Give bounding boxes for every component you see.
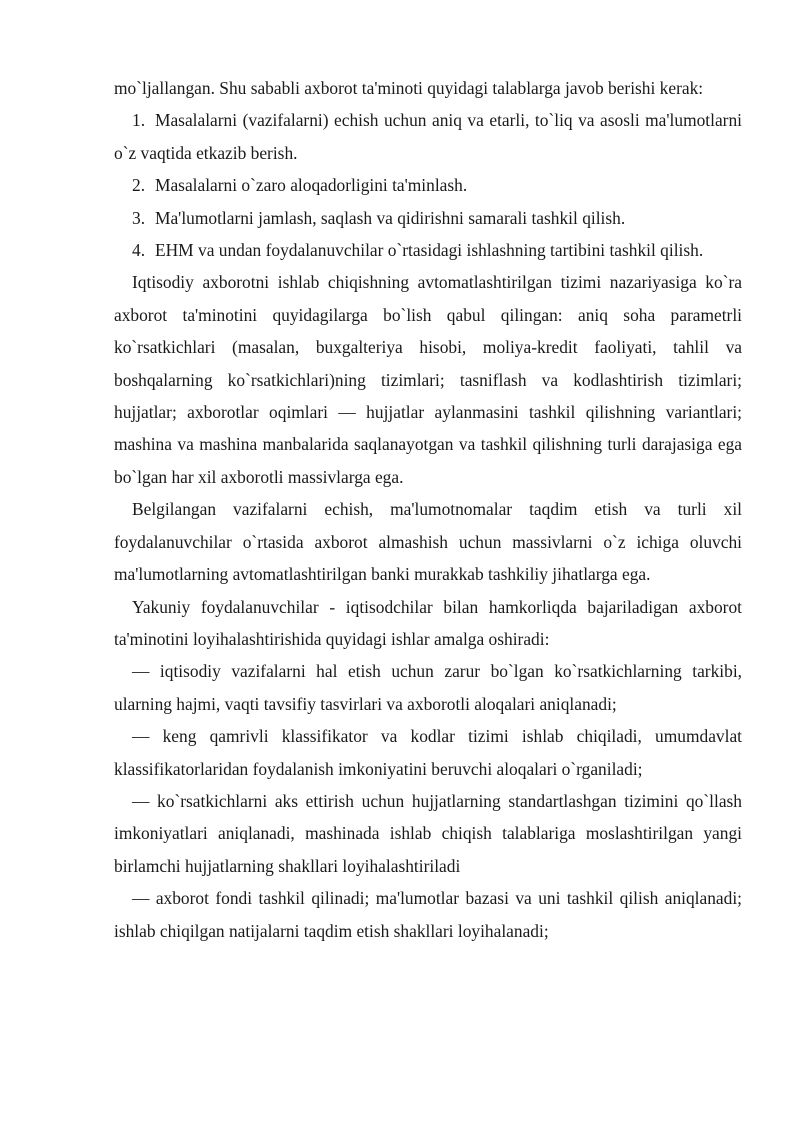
dash-item-1: — iqtisodiy vazifalarni hal etish uchun zarur bo`lgan ko`rsatkichlarning tarkibi, ularning hajmi, vaqti tavsifiy tasvirlari va axborotli aloqalari aniqlanadi; (114, 661, 742, 714)
list-item-text: Masalalarni o`zaro aloqadorligini ta'minlash. (155, 175, 468, 196)
list-item-text: EHM va undan foydalanuvchilar o`rtasidagi ishlashning tartibini tashkil qilish. (155, 240, 704, 261)
list-item-4 (114, 234, 742, 266)
list-number: 1. (132, 110, 146, 131)
list-item-text: Ma'lumotlarni jamlash, saqlash va qidirishni samarali tashkil qilish. (155, 207, 626, 228)
list-item-3 (114, 202, 742, 234)
paragraph-databank: Belgilangan vazifalarni echish, ma'lumotnomalar taqdim etish va turli xil foydalanuvchilar o`rtasida axborot almashish uchun massivlarni o`z ichiga oluvchi ma'lumotlarning avtomatlashtirilgan banki murakkab tashkiliy jihatlarga ega. (114, 499, 742, 585)
list-number: 4. (132, 240, 146, 261)
document-page (114, 72, 742, 947)
list-item-text: Masalalarni (vazifalarni) echish uchun aniq va etarli, to`liq va asosli ma'lumotlarni o`z vaqtida etkazib berish. (114, 110, 742, 163)
list-item-1 (114, 104, 742, 169)
paragraph-design-works: Yakuniy foydalanuvchilar - iqtisodchilar bilan hamkorliqda bajariladigan axborot ta'minotini loyihalashtirishida quyidagi ishlar amalga oshiradi: (114, 596, 742, 649)
dash-item-2: — keng qamrivli klassifikator va kodlar tizimi ishlab chiqiladi, umumdavlat klassifikatorlaridan foydalanish imkoniyatini beruvchi aloqalari o`rganiladi; (114, 726, 742, 779)
paragraph-theory: Iqtisodiy axborotni ishlab chiqishning avtomatlashtirilgan tizimi nazariyasiga ko`ra axborot ta'minotini quyidagilarga bo`lish qabul qilingan: aniq soha parametrli ko`rsatkichlari (masalan, buxgalteriya hisobi, moliya-kredit faoliyati, tahlil va boshqalarning ko`rsatkichlari)ning tizimlari; tasniflash va kodlashtirish tizimlari; hujjatlar; axborotlar oqimlari — hujjatlar aylanmasini tashkil qilishning variantlari; mashina va mashina manbalarida saqlanayotgan va tashkil qilishning turli darajasiga ega bo`lgan har xil axborotli massivlarga ega. (114, 272, 742, 487)
paragraph-intro: mo`ljallangan. Shu sababli axborot ta'minoti quyidagi talablarga javob berishi kerak: (114, 78, 704, 98)
list-number: 2. (132, 175, 146, 196)
dash-item-3: — ko`rsatkichlarni aks ettirish uchun hujjatlarning standartlashgan tizimini qo`llash imkoniyatlari aniqlanadi, mashinada ishlab chiqish talablariga moslashtirilgan yangi birlamchi hujjatlarning shakllari loyihalashtiriladi (114, 790, 742, 876)
list-number: 3. (132, 207, 146, 228)
dash-item-4: — axborot fondi tashkil qilinadi; ma'lumotlar bazasi va uni tashkil qilish aniqlanadi; ishlab chiqilgan natijalarni taqdim etish shakllari loyihalanadi; (114, 888, 742, 941)
list-item-2 (114, 169, 742, 201)
